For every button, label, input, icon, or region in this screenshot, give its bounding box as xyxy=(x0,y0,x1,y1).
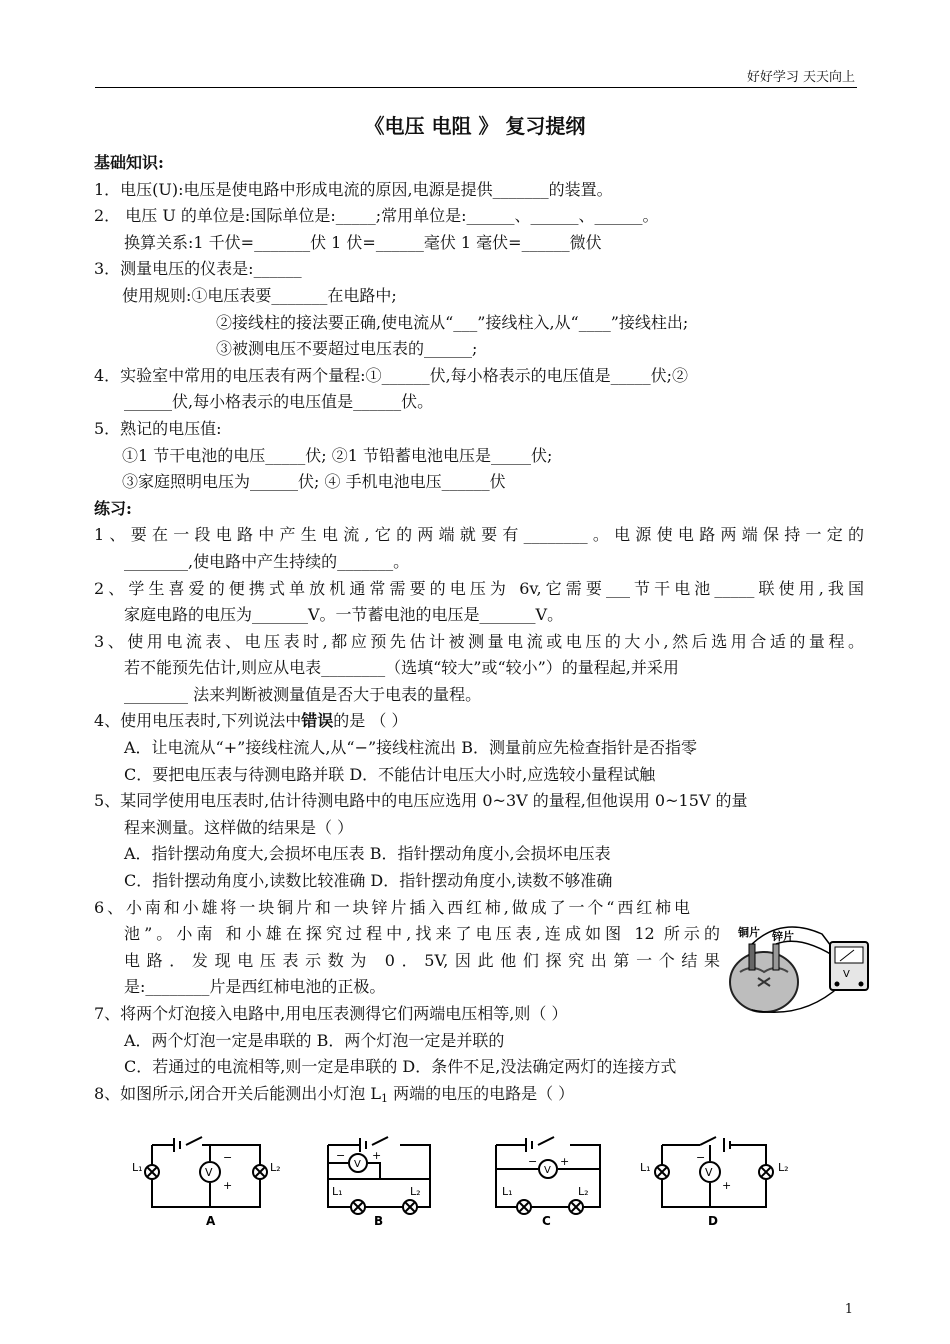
practice-q8-stem xyxy=(94,1081,864,1108)
b-plus: + xyxy=(372,1149,382,1162)
b-lamp1-label: L₁ xyxy=(332,1185,343,1198)
a-meter-label: V xyxy=(205,1166,213,1179)
basics-line-2: 2． 电压 U 的单位是:国际单位是:_____;常用单位是:______、______、______。 xyxy=(94,206,659,226)
q8-stem-subscript: 1 xyxy=(380,1091,388,1105)
practice-q6-line-1: 6、小南和小雄将一块铜片和一块锌片插入西红柿,做成了一个“西红柿电 xyxy=(94,897,690,917)
header-rule xyxy=(95,87,857,88)
basics-line-8: 4．实验室中常用的电压表有两个量程:①______伏,每小格表示的电压值是_____伏;② xyxy=(94,365,689,385)
practice-q7-options-2: C．若通过的电流相等,则一定是串联的 D．条件不足,没法确定两灯的连接方式 xyxy=(124,1057,677,1077)
q4-stem-pre: 4、使用电压表时,下列说法中 xyxy=(94,711,302,731)
c-label: C xyxy=(542,1214,551,1228)
d-lamp2-label: L₂ xyxy=(778,1161,789,1174)
basics-line-12: ③家庭照明电压为______伏; ④ 手机电池电压______伏 xyxy=(122,472,506,492)
practice-q4-stem xyxy=(94,708,864,735)
practice-q2-line-1: 2、学生喜爱的便携式单放机通常需要的电压为 6v,它需要___节干电池_____联使用,我国 xyxy=(94,578,864,598)
c-lamp2-label: L₂ xyxy=(578,1185,589,1198)
basics-line-4: 3．测量电压的仪表是:______ xyxy=(94,259,302,279)
c-meter-label: V xyxy=(544,1165,551,1176)
circuit-a xyxy=(132,1137,281,1228)
basics-line-1: 1．电压(U):电压是使电路中形成电流的原因,电源是提供_______的装置。 xyxy=(94,179,613,199)
basics-line-11: ①1 节干电池的电压_____伏; ②1 节铅蓄电池电压是_____伏; xyxy=(122,445,553,465)
practice-q3-line-3: ________ 法来判断被测量值是否大于电表的量程。 xyxy=(124,684,482,704)
a-lamp2-label: L₂ xyxy=(270,1161,281,1174)
header-motto: 好好学习 天天向上 xyxy=(746,70,855,85)
b-meter-label: V xyxy=(354,1159,361,1170)
basics-line-3: 换算关系:1 千伏=_______伏 1 伏=______毫伏 1 毫伏=______微伏 xyxy=(124,232,602,252)
zinc-plate xyxy=(773,944,779,970)
q8-stem-post: 两端的电压的电路是（ ） xyxy=(387,1083,575,1103)
d-plus: + xyxy=(722,1179,732,1192)
meter-symbol: V xyxy=(843,969,850,980)
a-lamp1-label: L₁ xyxy=(132,1161,143,1174)
tomato-battery-figure xyxy=(722,920,874,1022)
copper-plate xyxy=(749,944,755,970)
practice-q6-line-3: 电路．发现电压表示数为 0．5V,因此他们探究出第一个结果 xyxy=(124,950,720,970)
d-meter-label: V xyxy=(705,1166,713,1179)
circuit-b xyxy=(328,1137,430,1228)
practice-q1-line-1: 1、要在一段电路中产生电流,它的两端就要有________。电源使电路两端保持一定的 xyxy=(94,525,864,545)
d-label: D xyxy=(708,1214,718,1228)
practice-q3-line-1: 3、使用电流表、电压表时,都应预先估计被测量电流或电压的大小,然后选用合适的量程。 xyxy=(94,631,864,651)
section-heading-practice: 练习: xyxy=(94,498,132,518)
basics-line-10: 5．熟记的电压值: xyxy=(94,418,222,438)
d-minus: − xyxy=(696,1151,706,1164)
circuit-d xyxy=(640,1137,789,1228)
b-label: B xyxy=(374,1214,384,1228)
practice-q7-options-1: A．两个灯泡一定是串联的 B．两个灯泡一定是并联的 xyxy=(124,1030,505,1050)
practice-q4-options-1: A．让电流从“+”接线柱流人,从“−”接线柱流出 B．测量前应先检查指针是否指零 xyxy=(124,738,698,758)
practice-q6-line-4: 是:________片是西红柿电池的正极。 xyxy=(124,977,386,997)
practice-q6-line-2: 池”。小南 和小雄在探究过程中,找来了电压表,连成如图 12 所示的 xyxy=(124,924,720,944)
a-plus: + xyxy=(223,1179,233,1192)
section-heading-basics: 基础知识: xyxy=(94,153,164,172)
practice-q4-options-2: C．要把电压表与待测电路并联 D．不能估计电压大小时,应选较小量程试触 xyxy=(124,764,656,784)
basics-line-5: 使用规则:①电压表要_______在电路中; xyxy=(122,285,397,305)
practice-q5-options-2: C．指针摆动角度小,读数比较准确 D．指针摆动角度小,读数不够准确 xyxy=(124,871,613,891)
a-label: A xyxy=(206,1214,216,1228)
q8-stem-pre: 8、如图所示,闭合开关后能测出小灯泡 L xyxy=(94,1083,381,1103)
basics-line-6: ②接线柱的接法要正确,使电流从“___”接线柱入,从“____”接线柱出; xyxy=(216,312,689,332)
copper-label: 铜片 xyxy=(738,926,760,939)
practice-q5-options-1: A．指针摆动角度大,会损坏电压表 B．指针摆动角度小,会损坏电压表 xyxy=(124,844,611,864)
practice-q1-line-2: ________,使电路中产生持续的_______。 xyxy=(124,551,410,571)
practice-q2-line-2: 家庭电路的电压为_______V。一节蓄电池的电压是_______V。 xyxy=(124,605,564,625)
circuit-diagrams xyxy=(130,1135,810,1231)
zinc-label: 锌片 xyxy=(772,930,794,943)
practice-q5-line-2: 程来测量。这样做的结果是（ ） xyxy=(124,817,354,837)
basics-line-7: ③被测电压不要超过电压表的______; xyxy=(216,339,478,359)
page-title: 《电压 电阻 》 复习提纲 xyxy=(364,114,586,138)
c-plus: + xyxy=(560,1155,570,1168)
practice-q7-stem: 7、将两个灯泡接入电路中,用电压表测得它们两端电压相等,则（ ） xyxy=(94,1004,568,1023)
practice-q5-line-1: 5、某同学使用电压表时,估计待测电路中的电压应选用 0~3V 的量程,但他误用 0~15V 的量 xyxy=(94,791,748,811)
a-minus: − xyxy=(223,1151,233,1164)
basics-line-9: ______伏,每小格表示的电压值是______伏。 xyxy=(124,392,434,412)
circuit-c xyxy=(496,1137,600,1228)
q4-stem-post: 的是 （ ） xyxy=(333,711,408,731)
b-lamp2-label: L₂ xyxy=(410,1185,421,1198)
practice-q3-line-2: 若不能预先估计,则应从电表________（选填“较大”或“较小”）的量程起,并采用 xyxy=(124,658,679,678)
b-minus: − xyxy=(336,1149,346,1162)
c-lamp1-label: L₁ xyxy=(502,1185,513,1198)
c-minus: − xyxy=(528,1155,538,1168)
page-number: 1 xyxy=(844,1302,853,1317)
d-lamp1-label: L₁ xyxy=(640,1161,651,1174)
q4-stem-emphasis: 错误 xyxy=(301,711,334,731)
